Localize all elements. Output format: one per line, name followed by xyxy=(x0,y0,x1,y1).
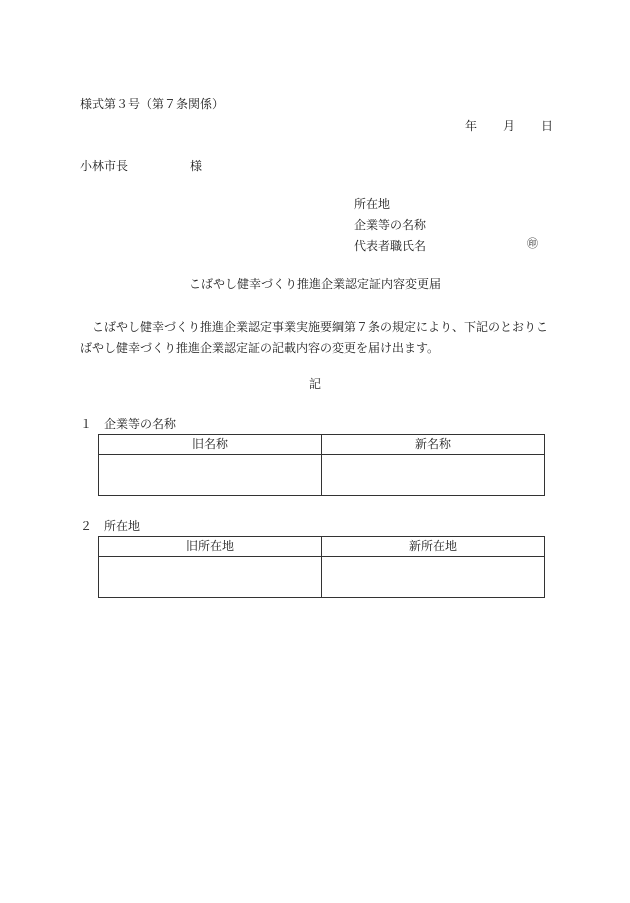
applicant-address-label: 所在地 xyxy=(354,197,391,211)
old-address-cell[interactable] xyxy=(99,557,322,598)
section-number: １ xyxy=(80,417,93,431)
new-name-cell[interactable] xyxy=(322,455,545,496)
date-line xyxy=(465,118,553,135)
old-address-header: 旧所在地 xyxy=(99,537,322,557)
new-name-header: 新名称 xyxy=(322,435,545,455)
applicant-block xyxy=(354,196,426,259)
table-row xyxy=(99,455,545,496)
table-row xyxy=(99,557,545,598)
applicant-company-name-label: 企業等の名称 xyxy=(354,218,427,232)
section-number: ２ xyxy=(80,519,93,533)
addressee-name: 小林市長 xyxy=(80,159,129,173)
company-name-change-table xyxy=(98,434,545,496)
date-month-label: 月 xyxy=(503,119,516,133)
section-heading-company-name xyxy=(80,416,176,433)
table-header-row xyxy=(99,537,545,557)
applicant-representative-label: 代表者職氏名 xyxy=(354,239,427,253)
seal-mark: ㊞ xyxy=(527,237,538,250)
form-number: 様式第３号（第７条関係） xyxy=(80,97,225,111)
ki-heading: 記 xyxy=(308,377,321,391)
date-year-label: 年 xyxy=(465,119,478,133)
new-address-cell[interactable] xyxy=(322,557,545,598)
new-address-header: 新所在地 xyxy=(322,537,545,557)
addressee xyxy=(80,158,202,175)
table-header-row xyxy=(99,435,545,455)
document-title: こばやし健幸づくり推進企業認定証内容変更届 xyxy=(188,277,441,291)
body-paragraph: こばやし健幸づくり推進企業認定事業実施要綱第７条の規定により、下記のとおりこばやし健幸づくり推進企業認定証の記載内容の変更を届け出ます。 xyxy=(80,320,549,355)
section-heading-address xyxy=(80,518,140,535)
section-heading-text: 所在地 xyxy=(104,519,141,533)
date-day-label: 日 xyxy=(541,119,554,133)
old-name-header: 旧名称 xyxy=(99,435,322,455)
address-change-table xyxy=(98,536,545,598)
addressee-honorific: 様 xyxy=(190,159,203,173)
section-heading-text: 企業等の名称 xyxy=(104,417,177,431)
old-name-cell[interactable] xyxy=(99,455,322,496)
